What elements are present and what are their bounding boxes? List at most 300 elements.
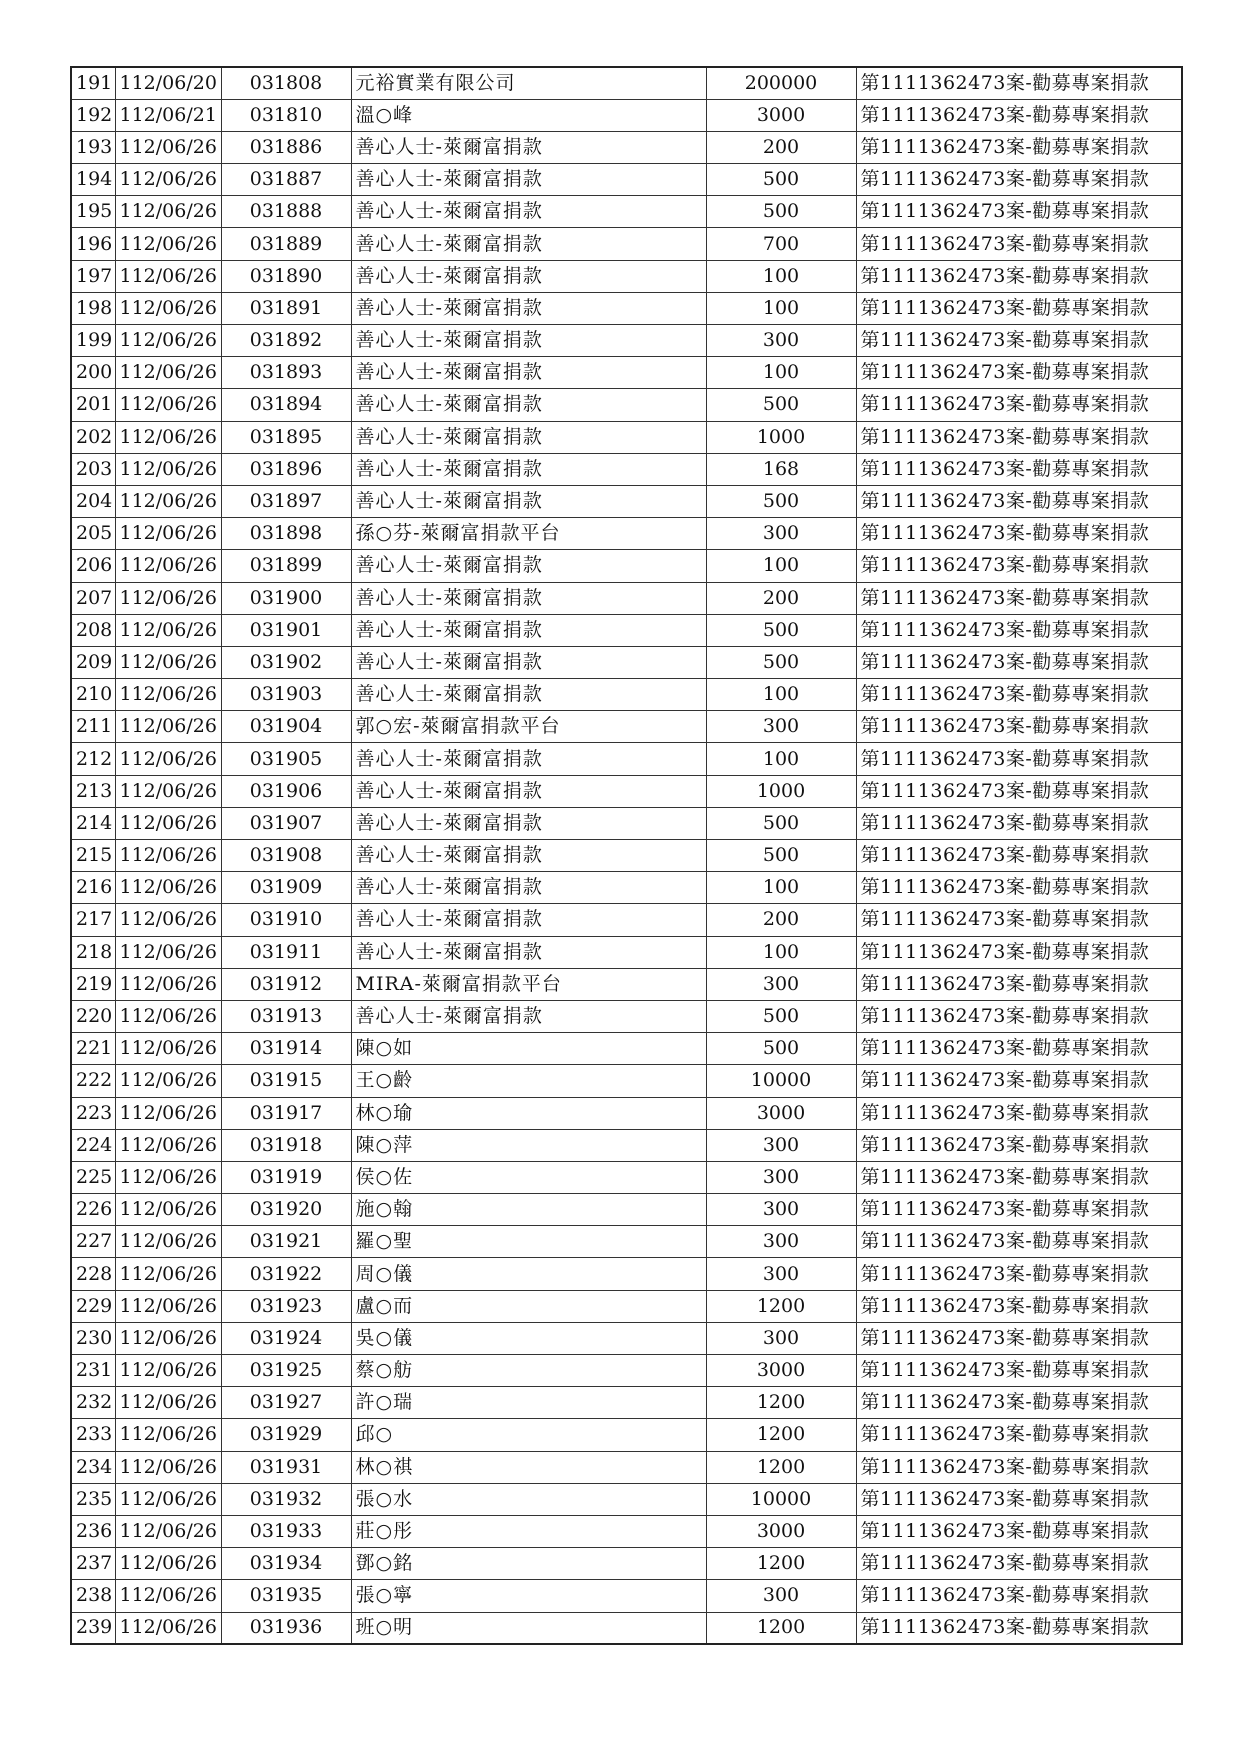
donation-date: 112/06/26: [115, 743, 221, 775]
donor-name: 林○祺: [351, 1451, 706, 1483]
receipt-number: 031899: [221, 550, 351, 582]
row-number: 237: [71, 1548, 115, 1580]
donation-note: 第1111362473案-勸募專案捐款: [856, 196, 1182, 228]
donation-amount: 500: [706, 389, 856, 421]
row-number: 238: [71, 1580, 115, 1612]
row-number: 201: [71, 389, 115, 421]
receipt-number: 031922: [221, 1258, 351, 1290]
receipt-number: 031933: [221, 1515, 351, 1547]
donation-amount: 500: [706, 646, 856, 678]
row-number: 218: [71, 936, 115, 968]
table-row: [71, 1548, 1182, 1580]
donation-note: 第1111362473案-勸募專案捐款: [856, 421, 1182, 453]
table-row: [71, 968, 1182, 1000]
donation-note: 第1111362473案-勸募專案捐款: [856, 743, 1182, 775]
table-row: [71, 775, 1182, 807]
receipt-number: 031925: [221, 1355, 351, 1387]
receipt-number: 031896: [221, 453, 351, 485]
donation-note: 第1111362473案-勸募專案捐款: [856, 1258, 1182, 1290]
row-number: 210: [71, 679, 115, 711]
donation-note: 第1111362473案-勸募專案捐款: [856, 260, 1182, 292]
row-number: 221: [71, 1033, 115, 1065]
table-row: [71, 357, 1182, 389]
row-number: 195: [71, 196, 115, 228]
donation-date: 112/06/26: [115, 485, 221, 517]
donation-date: 112/06/26: [115, 614, 221, 646]
donor-name: 善心人士-萊爾富捐款: [351, 840, 706, 872]
receipt-number: 031886: [221, 131, 351, 163]
receipt-number: 031935: [221, 1580, 351, 1612]
table-row: [71, 389, 1182, 421]
table-row: [71, 131, 1182, 163]
donation-date: 112/06/26: [115, 1194, 221, 1226]
receipt-number: 031921: [221, 1226, 351, 1258]
donor-name: 蔡○舫: [351, 1355, 706, 1387]
donation-note: 第1111362473案-勸募專案捐款: [856, 228, 1182, 260]
donation-amount: 3000: [706, 1515, 856, 1547]
receipt-number: 031890: [221, 260, 351, 292]
donation-note: 第1111362473案-勸募專案捐款: [856, 614, 1182, 646]
donation-note: 第1111362473案-勸募專案捐款: [856, 1000, 1182, 1032]
table-row: [71, 1258, 1182, 1290]
donation-amount: 500: [706, 807, 856, 839]
donation-note: 第1111362473案-勸募專案捐款: [856, 1419, 1182, 1451]
donor-name: 侯○佐: [351, 1161, 706, 1193]
row-number: 203: [71, 453, 115, 485]
receipt-number: 031808: [221, 67, 351, 99]
table-row: [71, 646, 1182, 678]
donation-date: 112/06/26: [115, 357, 221, 389]
donation-amount: 3000: [706, 99, 856, 131]
row-number: 231: [71, 1355, 115, 1387]
donation-amount: 300: [706, 325, 856, 357]
donation-note: 第1111362473案-勸募專案捐款: [856, 1161, 1182, 1193]
donation-amount: 300: [706, 1226, 856, 1258]
receipt-number: 031897: [221, 485, 351, 517]
donation-amount: 500: [706, 164, 856, 196]
donor-name: 善心人士-萊爾富捐款: [351, 743, 706, 775]
row-number: 213: [71, 775, 115, 807]
row-number: 226: [71, 1194, 115, 1226]
receipt-number: 031894: [221, 389, 351, 421]
row-number: 191: [71, 67, 115, 99]
donation-date: 112/06/26: [115, 1355, 221, 1387]
donation-note: 第1111362473案-勸募專案捐款: [856, 292, 1182, 324]
row-number: 197: [71, 260, 115, 292]
donation-date: 112/06/26: [115, 679, 221, 711]
table-row: [71, 485, 1182, 517]
donor-name: 張○寧: [351, 1580, 706, 1612]
receipt-number: 031936: [221, 1612, 351, 1644]
donation-note: 第1111362473案-勸募專案捐款: [856, 936, 1182, 968]
table-row: [71, 1065, 1182, 1097]
donor-name: 周○儀: [351, 1258, 706, 1290]
receipt-number: 031888: [221, 196, 351, 228]
donation-note: 第1111362473案-勸募專案捐款: [856, 775, 1182, 807]
row-number: 220: [71, 1000, 115, 1032]
donation-note: 第1111362473案-勸募專案捐款: [856, 1065, 1182, 1097]
row-number: 228: [71, 1258, 115, 1290]
donor-name: 善心人士-萊爾富捐款: [351, 196, 706, 228]
donor-name: 班○明: [351, 1612, 706, 1644]
receipt-number: 031887: [221, 164, 351, 196]
donation-amount: 3000: [706, 1355, 856, 1387]
donation-date: 112/06/26: [115, 1612, 221, 1644]
row-number: 225: [71, 1161, 115, 1193]
table-row: [71, 679, 1182, 711]
donation-date: 112/06/26: [115, 872, 221, 904]
donation-amount: 300: [706, 518, 856, 550]
donation-amount: 100: [706, 357, 856, 389]
donor-name: 善心人士-萊爾富捐款: [351, 582, 706, 614]
donation-note: 第1111362473案-勸募專案捐款: [856, 99, 1182, 131]
table-row: [71, 518, 1182, 550]
row-number: 232: [71, 1387, 115, 1419]
donation-note: 第1111362473案-勸募專案捐款: [856, 1483, 1182, 1515]
donation-date: 112/06/26: [115, 1290, 221, 1322]
donor-name: 邱○: [351, 1419, 706, 1451]
donor-name: 郭○宏-萊爾富捐款平台: [351, 711, 706, 743]
donation-date: 112/06/26: [115, 325, 221, 357]
donor-name: 善心人士-萊爾富捐款: [351, 131, 706, 163]
donation-note: 第1111362473案-勸募專案捐款: [856, 67, 1182, 99]
table-row: [71, 840, 1182, 872]
row-number: 239: [71, 1612, 115, 1644]
donor-name: 羅○聖: [351, 1226, 706, 1258]
table-row: [71, 1322, 1182, 1354]
donation-date: 112/06/26: [115, 1097, 221, 1129]
table-row: [71, 99, 1182, 131]
donor-name: 盧○而: [351, 1290, 706, 1322]
donor-name: 善心人士-萊爾富捐款: [351, 260, 706, 292]
donation-amount: 100: [706, 936, 856, 968]
donation-note: 第1111362473案-勸募專案捐款: [856, 1515, 1182, 1547]
donation-amount: 100: [706, 550, 856, 582]
donation-date: 112/06/26: [115, 1483, 221, 1515]
receipt-number: 031934: [221, 1548, 351, 1580]
table-row: [71, 743, 1182, 775]
receipt-number: 031904: [221, 711, 351, 743]
donor-name: 善心人士-萊爾富捐款: [351, 550, 706, 582]
donation-amount: 200: [706, 582, 856, 614]
table-row: [71, 196, 1182, 228]
table-row: [71, 1290, 1182, 1322]
donor-name: 林○瑜: [351, 1097, 706, 1129]
row-number: 194: [71, 164, 115, 196]
donor-name: 善心人士-萊爾富捐款: [351, 389, 706, 421]
receipt-number: 031908: [221, 840, 351, 872]
donation-amount: 200000: [706, 67, 856, 99]
donor-name: 善心人士-萊爾富捐款: [351, 872, 706, 904]
donor-name: 善心人士-萊爾富捐款: [351, 292, 706, 324]
donation-date: 112/06/26: [115, 453, 221, 485]
donation-amount: 300: [706, 711, 856, 743]
donation-ledger-table: [70, 66, 1183, 1645]
donation-date: 112/06/26: [115, 1258, 221, 1290]
donor-name: 許○瑞: [351, 1387, 706, 1419]
donation-note: 第1111362473案-勸募專案捐款: [856, 1194, 1182, 1226]
donation-amount: 1000: [706, 775, 856, 807]
donor-name: 善心人士-萊爾富捐款: [351, 1000, 706, 1032]
donation-note: 第1111362473案-勸募專案捐款: [856, 1033, 1182, 1065]
row-number: 199: [71, 325, 115, 357]
receipt-number: 031919: [221, 1161, 351, 1193]
donation-amount: 300: [706, 1161, 856, 1193]
table-row: [71, 550, 1182, 582]
row-number: 198: [71, 292, 115, 324]
donation-date: 112/06/26: [115, 1033, 221, 1065]
donation-amount: 100: [706, 679, 856, 711]
row-number: 208: [71, 614, 115, 646]
donor-name: 善心人士-萊爾富捐款: [351, 936, 706, 968]
donation-date: 112/06/26: [115, 840, 221, 872]
receipt-number: 031918: [221, 1129, 351, 1161]
donation-amount: 500: [706, 614, 856, 646]
donation-date: 112/06/26: [115, 1419, 221, 1451]
row-number: 192: [71, 99, 115, 131]
table-row: [71, 1483, 1182, 1515]
receipt-number: 031906: [221, 775, 351, 807]
table-row: [71, 936, 1182, 968]
donation-date: 112/06/26: [115, 711, 221, 743]
donation-note: 第1111362473案-勸募專案捐款: [856, 840, 1182, 872]
receipt-number: 031913: [221, 1000, 351, 1032]
table-row: [71, 1033, 1182, 1065]
table-row: [71, 872, 1182, 904]
receipt-number: 031920: [221, 1194, 351, 1226]
donation-amount: 1000: [706, 421, 856, 453]
donation-note: 第1111362473案-勸募專案捐款: [856, 1355, 1182, 1387]
row-number: 214: [71, 807, 115, 839]
table-row: [71, 1000, 1182, 1032]
donation-note: 第1111362473案-勸募專案捐款: [856, 1580, 1182, 1612]
table-row: [71, 67, 1182, 99]
donation-amount: 1200: [706, 1387, 856, 1419]
donation-amount: 500: [706, 1033, 856, 1065]
donation-date: 112/06/26: [115, 1000, 221, 1032]
donation-date: 112/06/21: [115, 99, 221, 131]
donation-amount: 700: [706, 228, 856, 260]
table-row: [71, 292, 1182, 324]
donation-date: 112/06/26: [115, 1580, 221, 1612]
receipt-number: 031927: [221, 1387, 351, 1419]
table-row: [71, 453, 1182, 485]
donation-note: 第1111362473案-勸募專案捐款: [856, 904, 1182, 936]
donation-amount: 100: [706, 872, 856, 904]
table-row: [71, 614, 1182, 646]
table-row: [71, 904, 1182, 936]
table-row: [71, 1612, 1182, 1644]
donation-note: 第1111362473案-勸募專案捐款: [856, 485, 1182, 517]
table-row: [71, 421, 1182, 453]
donation-amount: 300: [706, 1258, 856, 1290]
donation-note: 第1111362473案-勸募專案捐款: [856, 711, 1182, 743]
donation-note: 第1111362473案-勸募專案捐款: [856, 1322, 1182, 1354]
donation-note: 第1111362473案-勸募專案捐款: [856, 1387, 1182, 1419]
donation-note: 第1111362473案-勸募專案捐款: [856, 1129, 1182, 1161]
donation-note: 第1111362473案-勸募專案捐款: [856, 1612, 1182, 1644]
row-number: 235: [71, 1483, 115, 1515]
donation-note: 第1111362473案-勸募專案捐款: [856, 453, 1182, 485]
donation-amount: 1200: [706, 1419, 856, 1451]
donor-name: 善心人士-萊爾富捐款: [351, 453, 706, 485]
donation-date: 112/06/26: [115, 1548, 221, 1580]
table-row: [71, 1355, 1182, 1387]
donation-amount: 300: [706, 1129, 856, 1161]
receipt-number: 031898: [221, 518, 351, 550]
donor-name: 善心人士-萊爾富捐款: [351, 421, 706, 453]
donation-note: 第1111362473案-勸募專案捐款: [856, 968, 1182, 1000]
donation-note: 第1111362473案-勸募專案捐款: [856, 1290, 1182, 1322]
row-number: 193: [71, 131, 115, 163]
row-number: 205: [71, 518, 115, 550]
receipt-number: 031912: [221, 968, 351, 1000]
donation-date: 112/06/26: [115, 421, 221, 453]
donation-amount: 500: [706, 196, 856, 228]
receipt-number: 031910: [221, 904, 351, 936]
receipt-number: 031914: [221, 1033, 351, 1065]
donation-date: 112/06/26: [115, 936, 221, 968]
donor-name: 元裕實業有限公司: [351, 67, 706, 99]
donation-amount: 300: [706, 1322, 856, 1354]
donation-amount: 100: [706, 292, 856, 324]
donation-date: 112/06/26: [115, 646, 221, 678]
receipt-number: 031917: [221, 1097, 351, 1129]
receipt-number: 031893: [221, 357, 351, 389]
row-number: 196: [71, 228, 115, 260]
table-row: [71, 325, 1182, 357]
row-number: 229: [71, 1290, 115, 1322]
donation-date: 112/06/26: [115, 807, 221, 839]
donation-date: 112/06/26: [115, 1322, 221, 1354]
receipt-number: 031905: [221, 743, 351, 775]
donor-name: 善心人士-萊爾富捐款: [351, 164, 706, 196]
donor-name: 善心人士-萊爾富捐款: [351, 646, 706, 678]
row-number: 219: [71, 968, 115, 1000]
row-number: 223: [71, 1097, 115, 1129]
ledger-body: [71, 67, 1182, 1644]
donor-name: 善心人士-萊爾富捐款: [351, 485, 706, 517]
donation-amount: 1200: [706, 1451, 856, 1483]
donation-note: 第1111362473案-勸募專案捐款: [856, 1548, 1182, 1580]
receipt-number: 031932: [221, 1483, 351, 1515]
donation-date: 112/06/26: [115, 164, 221, 196]
receipt-number: 031903: [221, 679, 351, 711]
receipt-number: 031900: [221, 582, 351, 614]
donation-note: 第1111362473案-勸募專案捐款: [856, 679, 1182, 711]
row-number: 209: [71, 646, 115, 678]
table-row: [71, 1451, 1182, 1483]
donation-amount: 300: [706, 1580, 856, 1612]
row-number: 234: [71, 1451, 115, 1483]
donation-date: 112/06/26: [115, 1161, 221, 1193]
receipt-number: 031931: [221, 1451, 351, 1483]
table-row: [71, 1580, 1182, 1612]
row-number: 216: [71, 872, 115, 904]
receipt-number: 031915: [221, 1065, 351, 1097]
donation-amount: 1200: [706, 1612, 856, 1644]
donation-date: 112/06/26: [115, 1065, 221, 1097]
donor-name: 王○齡: [351, 1065, 706, 1097]
table-row: [71, 807, 1182, 839]
donation-amount: 168: [706, 453, 856, 485]
donation-date: 112/06/26: [115, 518, 221, 550]
row-number: 224: [71, 1129, 115, 1161]
donation-date: 112/06/26: [115, 196, 221, 228]
donation-note: 第1111362473案-勸募專案捐款: [856, 1226, 1182, 1258]
receipt-number: 031907: [221, 807, 351, 839]
row-number: 212: [71, 743, 115, 775]
donor-name: 溫○峰: [351, 99, 706, 131]
donation-amount: 500: [706, 840, 856, 872]
table-row: [71, 582, 1182, 614]
donation-amount: 1200: [706, 1548, 856, 1580]
donor-name: 鄧○銘: [351, 1548, 706, 1580]
receipt-number: 031810: [221, 99, 351, 131]
donation-date: 112/06/26: [115, 582, 221, 614]
donation-date: 112/06/26: [115, 131, 221, 163]
donation-note: 第1111362473案-勸募專案捐款: [856, 518, 1182, 550]
row-number: 230: [71, 1322, 115, 1354]
row-number: 207: [71, 582, 115, 614]
donation-note: 第1111362473案-勸募專案捐款: [856, 131, 1182, 163]
donation-date: 112/06/26: [115, 228, 221, 260]
donation-date: 112/06/26: [115, 1451, 221, 1483]
donor-name: 善心人士-萊爾富捐款: [351, 807, 706, 839]
donation-note: 第1111362473案-勸募專案捐款: [856, 646, 1182, 678]
donation-note: 第1111362473案-勸募專案捐款: [856, 1451, 1182, 1483]
table-row: [71, 1515, 1182, 1547]
donation-note: 第1111362473案-勸募專案捐款: [856, 872, 1182, 904]
table-row: [71, 1419, 1182, 1451]
table-row: [71, 1387, 1182, 1419]
receipt-number: 031909: [221, 872, 351, 904]
donation-amount: 200: [706, 904, 856, 936]
donation-date: 112/06/26: [115, 968, 221, 1000]
receipt-number: 031891: [221, 292, 351, 324]
table-row: [71, 711, 1182, 743]
receipt-number: 031929: [221, 1419, 351, 1451]
donor-name: 張○水: [351, 1483, 706, 1515]
donation-amount: 10000: [706, 1065, 856, 1097]
row-number: 200: [71, 357, 115, 389]
donation-date: 112/06/20: [115, 67, 221, 99]
receipt-number: 031923: [221, 1290, 351, 1322]
donor-name: 善心人士-萊爾富捐款: [351, 904, 706, 936]
receipt-number: 031892: [221, 325, 351, 357]
table-row: [71, 260, 1182, 292]
table-row: [71, 1161, 1182, 1193]
donation-date: 112/06/26: [115, 1129, 221, 1161]
donation-note: 第1111362473案-勸募專案捐款: [856, 325, 1182, 357]
row-number: 236: [71, 1515, 115, 1547]
donation-amount: 1200: [706, 1290, 856, 1322]
receipt-number: 031895: [221, 421, 351, 453]
donation-amount: 500: [706, 485, 856, 517]
donation-amount: 300: [706, 968, 856, 1000]
donation-amount: 3000: [706, 1097, 856, 1129]
row-number: 206: [71, 550, 115, 582]
donation-note: 第1111362473案-勸募專案捐款: [856, 357, 1182, 389]
donation-date: 112/06/26: [115, 904, 221, 936]
donation-date: 112/06/26: [115, 550, 221, 582]
donor-name: 善心人士-萊爾富捐款: [351, 614, 706, 646]
donation-date: 112/06/26: [115, 1515, 221, 1547]
row-number: 217: [71, 904, 115, 936]
table-row: [71, 164, 1182, 196]
table-row: [71, 1097, 1182, 1129]
donor-name: MIRA-萊爾富捐款平台: [351, 968, 706, 1000]
